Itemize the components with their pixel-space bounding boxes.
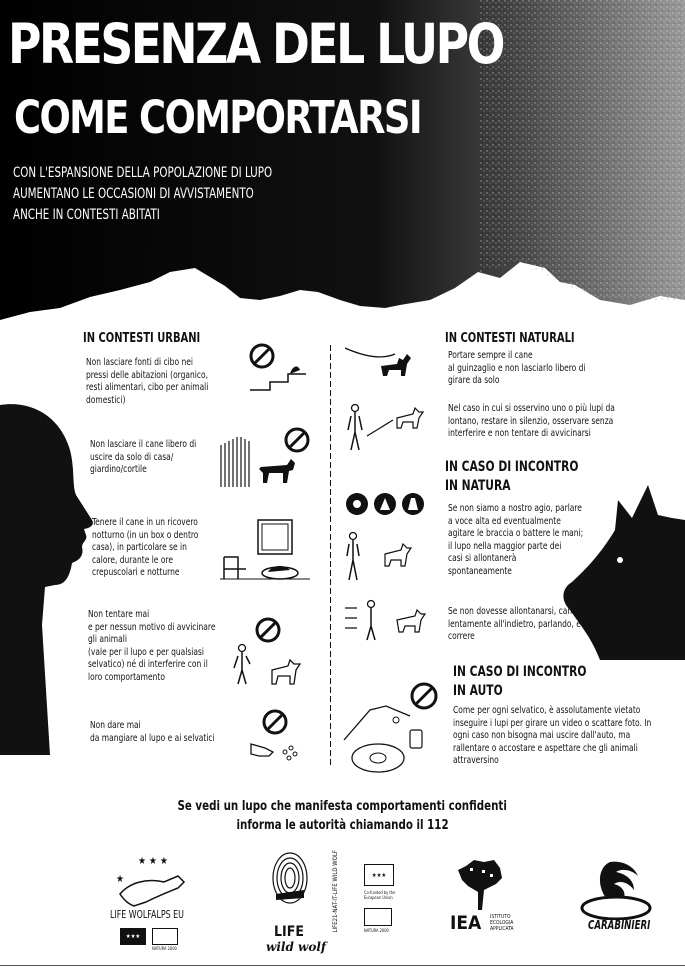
encounter-nature-tip-walk-back bbox=[448, 606, 605, 644]
footer-text: informa le autorità chiamando il 112 bbox=[236, 818, 449, 833]
tip-line: uscire da solo di casa/ bbox=[90, 451, 174, 463]
page-subtitle: COME COMPORTARSI bbox=[14, 91, 421, 144]
tip-line: crepuscolari e notturne bbox=[92, 567, 180, 579]
tip-line: resti alimentari, cibo per animali bbox=[86, 382, 209, 394]
dog-leaving-gate-icon bbox=[215, 425, 315, 490]
intro-line: AUMENTANO LE OCCASIONI DI AVVISTAMENTO bbox=[13, 186, 254, 202]
tip-line: lontano, restare in silenzio, osservare senza bbox=[448, 415, 614, 427]
natura2000-icon bbox=[364, 908, 392, 926]
no-feeding-icon bbox=[245, 708, 315, 766]
tip-line: al guinzaglio e non lasciarlo libero di bbox=[448, 362, 586, 374]
urban-heading: IN CONTESTI URBANI bbox=[83, 331, 201, 346]
tip-line: Non dare mai bbox=[90, 720, 141, 731]
tip-line: Non tentare mai bbox=[88, 609, 150, 620]
project-code-label: LIFE21-NAT-IT-LIFE WILD WOLF bbox=[332, 850, 339, 933]
tip-line: Nel caso in cui si osservino uno o più lupi da bbox=[448, 403, 615, 414]
wolf-running-logo-icon bbox=[108, 852, 198, 907]
tip-line: Non lasciare il cane libero di bbox=[90, 439, 197, 450]
tip-line: Come per ogni selvatico, è assolutamente vietato bbox=[453, 705, 641, 716]
natural-heading: IN CONTESTI NATURALI bbox=[445, 331, 575, 346]
iea-subtitle bbox=[490, 914, 514, 932]
natura2000-label: NATURA 2000 bbox=[364, 928, 389, 933]
encounter-car-text bbox=[453, 705, 651, 768]
urban-tip-dog-shelter bbox=[92, 517, 198, 580]
person-with-leashed-dog-icon bbox=[345, 342, 415, 382]
tip-line: Tenere il cane in un ricovero bbox=[92, 517, 198, 528]
intro-line: CON L'ESPANSIONE DELLA POPOLAZIONE DI LUPO bbox=[13, 165, 273, 181]
life-wild-wolf-logo bbox=[260, 850, 340, 960]
dog-indoors-icon bbox=[220, 517, 310, 582]
footer-callout-line-2 bbox=[0, 816, 685, 835]
no-approach-wolf-icon bbox=[230, 612, 315, 687]
svg-text:★: ★ bbox=[116, 874, 125, 885]
iea-label: IEA bbox=[450, 912, 482, 934]
tip-line: notturno (in un box o dentro bbox=[92, 529, 199, 541]
tip-line: ogni caso non bisogna mai uscire dall'auto, ma bbox=[453, 730, 631, 742]
wild-wolf-label: wild wolf bbox=[266, 940, 327, 954]
tip-line: agitare le braccia o battere le mani; bbox=[448, 528, 584, 540]
speak-clap-wave-icons bbox=[345, 492, 430, 587]
tip-line: interferire e non tentare di avvicinarsi bbox=[448, 428, 591, 440]
page-title: PRESENZA DEL LUPO bbox=[8, 12, 503, 76]
urban-tip-no-approach bbox=[88, 609, 215, 685]
iea-sub-line: APPLICATA bbox=[490, 926, 514, 932]
urban-tip-no-feeding bbox=[90, 720, 215, 745]
encounter-car-heading bbox=[453, 663, 586, 701]
tip-line: lentamente all'indietro, parlando, e senza bbox=[448, 618, 606, 630]
tip-line: giardino/cortile bbox=[90, 464, 147, 476]
carabinieri-flame-icon bbox=[576, 858, 656, 920]
footer-callout-line-1 bbox=[0, 797, 685, 816]
tip-line: Se non dovesse allontanarsi, camminare bbox=[448, 606, 601, 617]
tip-line: casa), in particolare se in bbox=[92, 542, 187, 554]
tree-icon bbox=[454, 858, 506, 910]
life-label: LIFE bbox=[274, 924, 304, 940]
wolfalps-label: LIFE WOLFALPS EU bbox=[110, 908, 184, 921]
svg-text:★ ★ ★: ★ ★ ★ bbox=[138, 856, 168, 867]
tip-line: a voce alta ed eventualmente bbox=[448, 515, 561, 527]
intro-line: ANCHE IN CONTESTI ABITATI bbox=[13, 207, 160, 223]
tip-line: loro comportamento bbox=[88, 671, 165, 683]
eu-cofunded-label: Co-funded by the European Union bbox=[364, 890, 396, 900]
tip-line: rallentare o accostare e aspettare che gli animali bbox=[453, 742, 638, 754]
tip-line: calore, durante le ore bbox=[92, 554, 173, 566]
tip-line: correre bbox=[448, 631, 475, 643]
tip-line: spontaneamente bbox=[448, 565, 512, 577]
tip-line: casi si allontanerà bbox=[448, 553, 517, 565]
natura2000-label: NATURA 2000 bbox=[152, 946, 177, 951]
tip-line: e per nessun motivo di avvicinare bbox=[88, 621, 216, 633]
tip-line: gli animali bbox=[88, 634, 127, 646]
iea-logo bbox=[448, 858, 543, 948]
observe-wolf-from-distance-icon bbox=[345, 400, 425, 455]
encounter-nature-tip-speak bbox=[448, 503, 583, 579]
heading-line: IN CASO DI INCONTRO bbox=[445, 459, 579, 475]
tip-line: Portare sempre il cane bbox=[448, 350, 533, 361]
tip-line: Se non siamo a nostro agio, parlare bbox=[448, 503, 582, 514]
carabinieri-label: CARABINIERI bbox=[588, 918, 651, 932]
tip-line: attraversino bbox=[453, 755, 499, 767]
tip-line: il lupo nella maggior parte dei bbox=[448, 540, 562, 552]
encounter-nature-heading bbox=[445, 458, 578, 496]
no-food-scraps-icon bbox=[240, 340, 310, 395]
carabinieri-logo bbox=[570, 858, 670, 943]
tip-line: da mangiare al lupo e ai selvatici bbox=[90, 732, 215, 744]
column-divider bbox=[330, 345, 331, 765]
iea-sub-line: ISTITUTO bbox=[490, 914, 511, 920]
heading-line: IN CASO DI INCONTRO bbox=[453, 664, 587, 680]
heading-line: IN NATURA bbox=[445, 478, 511, 494]
heading-line: IN AUTO bbox=[453, 683, 503, 699]
tip-line: selvatico) né di interferire con il bbox=[88, 659, 208, 671]
tip-line: domestici) bbox=[86, 394, 126, 406]
header-banner bbox=[0, 0, 685, 340]
tip-line: (vale per il lupo e per qualsiasi bbox=[88, 646, 204, 658]
life-wolfalps-logo bbox=[108, 852, 198, 952]
eu-cofunded-logo bbox=[364, 864, 409, 944]
footer-text: Se vedi un lupo che manifesta comportamenti confidenti bbox=[177, 799, 508, 814]
no-exit-car-icon bbox=[340, 680, 445, 775]
natural-tip-leash bbox=[448, 350, 586, 388]
bottom-rule bbox=[0, 965, 685, 966]
iea-sub-line: ECOLOGIA bbox=[490, 920, 514, 926]
urban-tip-food bbox=[86, 357, 208, 407]
intro-text bbox=[13, 163, 272, 226]
natural-tip-observe bbox=[448, 403, 615, 441]
tip-line: Non lasciare fonti di cibo nei bbox=[86, 357, 193, 368]
tip-line: inseguire i lupi per girare un video o scattare foto. In bbox=[453, 717, 652, 729]
tip-line: pressi delle abitazioni (organico, bbox=[86, 369, 208, 381]
tip-line: girare da solo bbox=[448, 375, 500, 387]
fingerprint-wolf-icon bbox=[270, 850, 310, 906]
eu-flag-icon: ★★★ bbox=[364, 864, 394, 886]
human-head-silhouette bbox=[0, 395, 100, 755]
natura2000-icon bbox=[152, 928, 178, 945]
walk-backwards-icon bbox=[345, 598, 435, 643]
urban-tip-dog-loose bbox=[90, 439, 196, 477]
eu-flag-icon: ★★★ bbox=[120, 928, 146, 945]
